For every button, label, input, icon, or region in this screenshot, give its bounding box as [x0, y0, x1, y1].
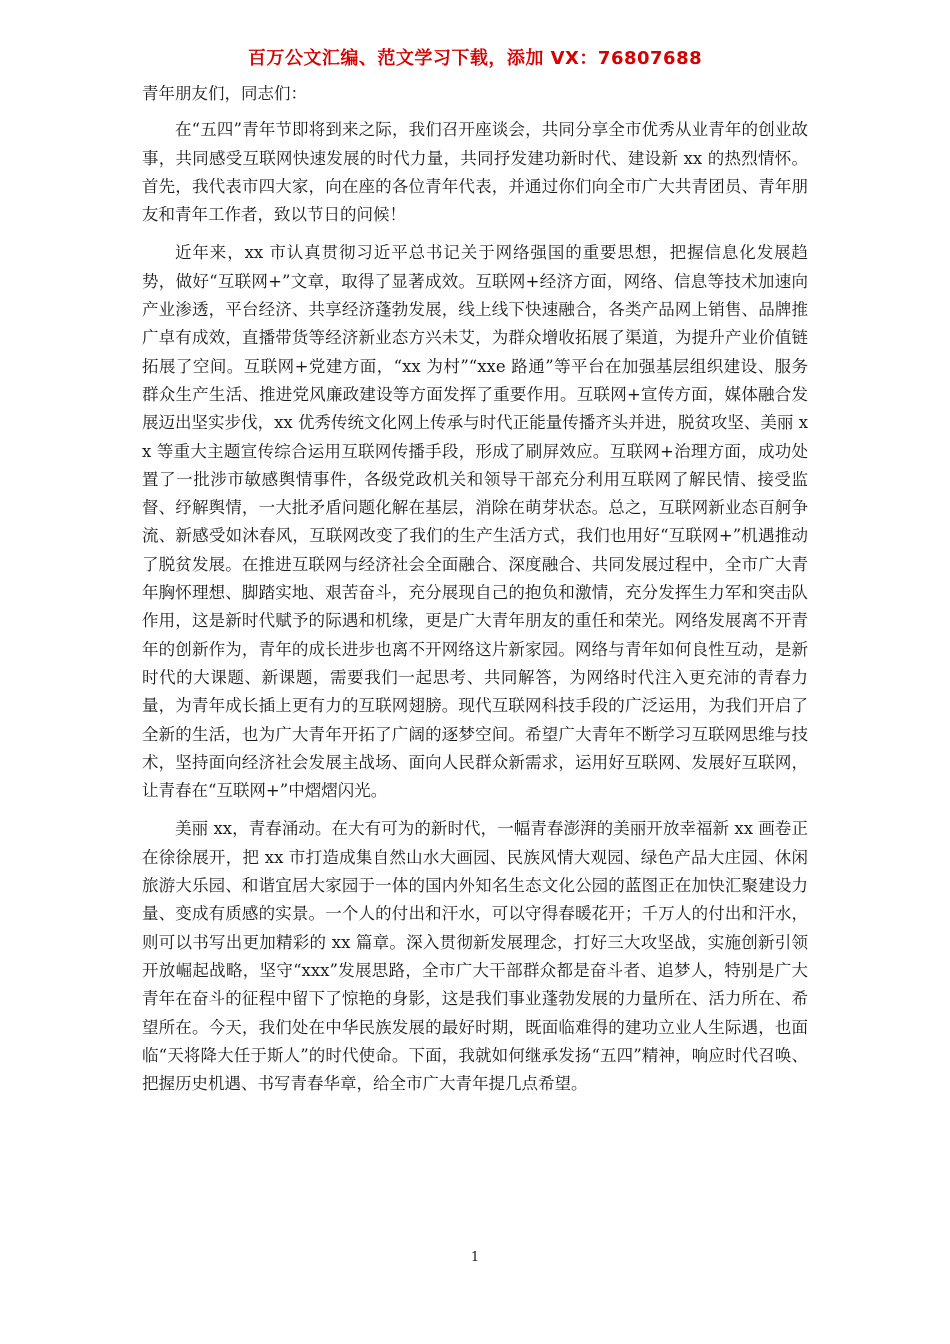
- page-number: 1: [470, 1250, 480, 1265]
- paragraph-1: 在“五四”青年节即将到来之际，我们召开座谈会，共同分享全市优秀从业青年的创业故事，共同感受互联网快速发展的时代力量，共同抒发建功新时代、建设新 xx 的热烈情怀。首先，我代表市四大家，向在座的各位青年代表，并通过你们向全市广大共青团员、青年朋友和青年工作者，致以节日的问候！: [142, 120, 808, 225]
- paragraph-2: 近年来，xx 市认真贯彻习近平总书记关于网络强国的重要思想，把握信息化发展趋势，做好“互联网+”文章，取得了显著成效。互联网+经济方面，网络、信息等技术加速向产业渗透，平台经济、共享经济蓬勃发展，线上线下快速融合，各类产品网上销售、品牌推广卓有成效，直播带货等经济新业态方兴未艾，为群众增收拓展了渠道，为提升产业价值链拓展了空间。互联网+党建方面，“xx 为村”“xxe 路通”等平台在加强基层组织建设、服务群众生产生活、推进党风廉政建设等方面发挥了重要作用。互联网+宣传方面，媒体融合发展迈出坚实步伐，xx 优秀传统文化网上传承与时代正能量传播齐头并进，脱贫攻坚、美丽 xx 等重大主题宣传综合运用互联网传播手段，形成了刷屏效应。互联网+治理方面，成功处置了一批涉市敏感舆情事件，各级党政机关和领导干部充分利用互联网了解民情、接受监督、纾解舆情，一大批矛盾问题化解在基层，消除在萌芽状态。总之，互联网新业态百舸争流、新感受如沐春风，互联网改变了我们的生产生活方式，我们也用好“互联网+”机遇推动了脱贫发展。在推进互联网与经济社会全面融合、深度融合、共同发展过程中，全市广大青年胸怀理想、脚踏实地、艰苦奋斗，充分展现自己的抱负和激情，充分发挥生力军和突击队作用，这是新时代赋予的际遇和机缘，更是广大青年朋友的重任和荣光。网络发展离不开青年的创新作为，青年的成长进步也离不开网络这片新家园。网络与青年如何良性互动，是新时代的大课题、新课题，需要我们一起思考、共同解答，为网络时代注入更充沛的青春力量，为青年成长插上更有力的互联网翅膀。现代互联网科技手段的广泛运用，为我们开启了全新的生活，也为广大青年开拓了广阔的逐梦空间。希望广大青年不断学习互联网思维与技术，坚持面向经济社会发展主战场、面向人民群众新需求，运用好互联网、发展好互联网，让青春在“互联网+”中熠熠闪光。: [142, 243, 808, 801]
- paragraph-3: 美丽 xx，青春涌动。在大有可为的新时代，一幅青春澎湃的美丽开放幸福新 xx 画卷正在徐徐展开，把 xx 市打造成集自然山水大画园、民族风情大观园、绿色产品大庄园、休闲旅游大乐园、和谐宜居大家园于一体的国内外知名生态文化公园的蓝图正在加快汇聚建设力量、变成有质感的实景。一个人的付出和汗水，可以守得春暖花开；千万人的付出和汗水，则可以书写出更加精彩的 xx 篇章。深入贯彻新发展理念，打好三大攻坚战，实施创新引领开放崛起战略，坚守“xxx”发展思路，全市广大干部群众都是奋斗者、追梦人，特别是广大青年在奋斗的征程中留下了惊艳的身影，这是我们事业蓬勃发展的力量所在、活力所在、希望所在。今天，我们处在中华民族发展的最好时期，既面临难得的建功立业人生际遇，也面临“天将降大任于斯人”的时代使命。下面，我就如何继承发扬“五四”精神，响应时代召唤、把握历史机遇、书写青春华章，给全市广大青年提几点希望。: [142, 819, 808, 1094]
- salutation: 青年朋友们，同志们：: [142, 84, 307, 103]
- document-body: [142, 80, 808, 1108]
- header-banner: 百万公文汇编、范文学习下载，添加 VX：76807688: [247, 48, 703, 69]
